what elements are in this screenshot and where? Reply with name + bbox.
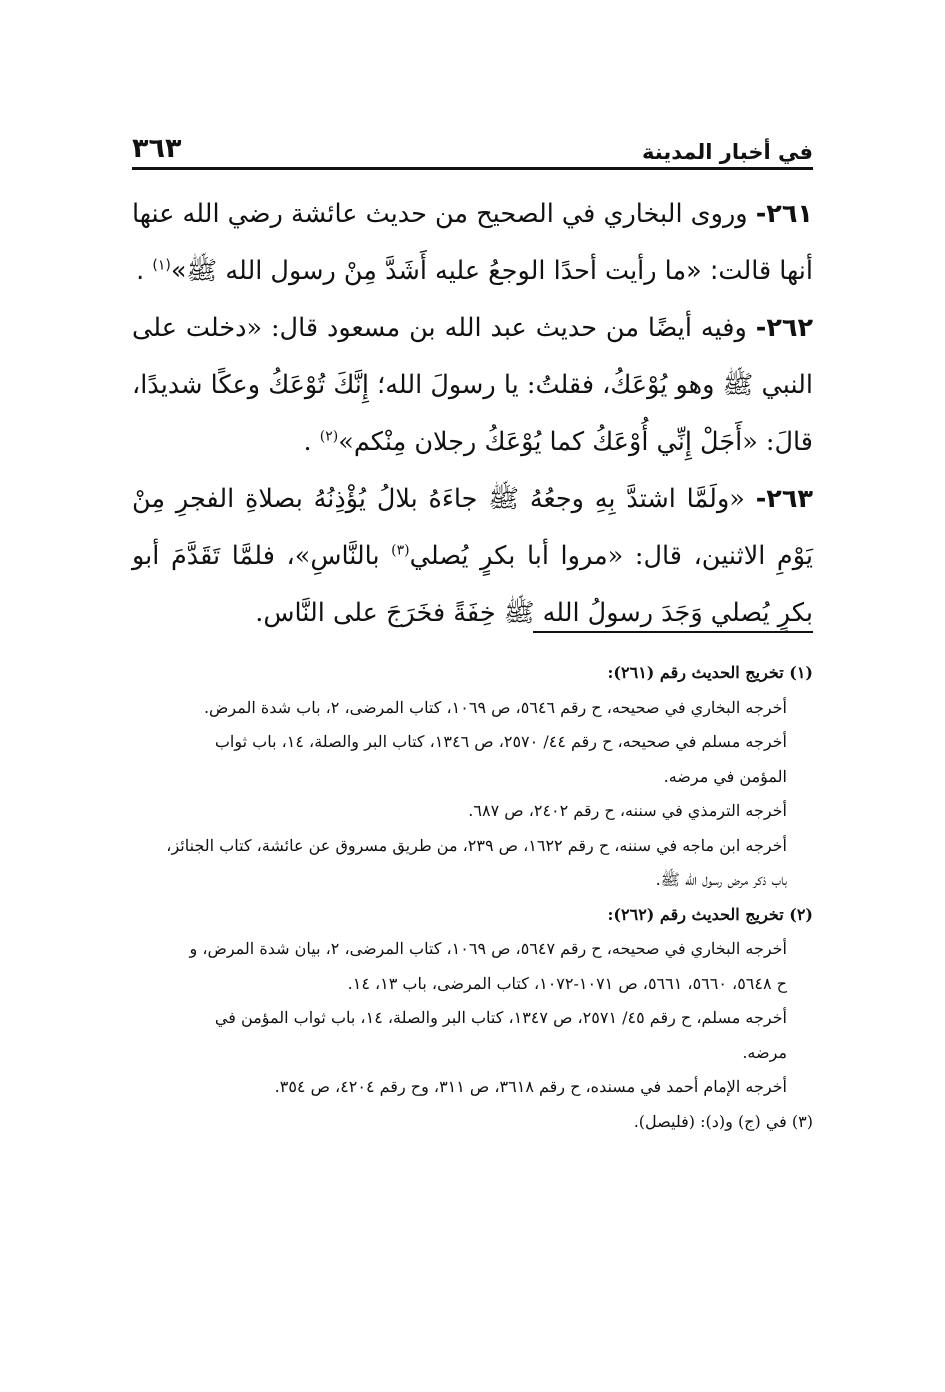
hadith-text: وروى البخاري في الصحيح من حديث عائشة رضي الله عنها أنها قالت: «ما رأيت أحدًا الوجعُ عليه أَشَدَّ مِنْ رسول الله ﷺ» (132, 199, 813, 286)
hadith-text: وفيه أيضًا من حديث عبد الله بن مسعود قال: «دخلت على النبي ﷺ وهو يُوْعَكُ، فقلتُ: يا رسولَ الله؛ إِنَّكَ تُوْعَكُ وعكًا شديدًا، قالَ: «أَجَلْ إِنِّي أُوْعَكُ كما يُوْعَكُ رجلان مِنْكم» (132, 313, 813, 457)
hadith-text: «ولَمَّا اشتدَّ بِهِ وجعُهُ ﷺ جاءَهُ بلالُ يُؤْذِنُهُ بصلاةِ الفجرِ مِنْ يَوْمِ الاثنين، قال: «مروا أبا بكرٍ يُصلي (132, 484, 813, 571)
header-rule (132, 167, 813, 170)
footnote-line: المؤمن في مرضه. (663, 766, 787, 786)
footnote-line: باب ذكر مرض رسول الله ﷺ. (655, 870, 787, 889)
footnote-line: مرضه. (742, 1042, 787, 1062)
hadith-text-continued: بالنَّاسِ»، فلمَّا تَقَدَّمَ أبو بكرٍ يُصلي وَجَدَ رسولُ الله ﷺ خِفَةً فخَرَجَ على النَّاس. (132, 541, 813, 628)
footnote-line: أخرجه الترمذي في سننه، ح رقم ٢٤٠٢، ص ٦٨٧. (468, 801, 787, 820)
footnote-line: أخرجه البخاري في صحيحه، ح رقم ٥٦٤٦، ص ١٠٦٩، كتاب المرضى، ٢، باب شدة المرض. (203, 697, 787, 717)
footnote-separator (533, 631, 813, 633)
hadith-number: ٢٦٢- (755, 313, 814, 343)
hadith-number: ٢٦١- (755, 199, 813, 229)
main-text (132, 186, 813, 642)
footnote-3: (٣) في (ج) و(د): (فليصل). (633, 1111, 813, 1131)
page-number: ٣٦٣ (132, 133, 182, 164)
footnote-line: أخرجه الإمام أحمد في مسنده، ح رقم ٣٦١٨، ص ٣١١، وح رقم ٤٢٠٤، ص ٣٥٤. (274, 1077, 787, 1096)
footnote-2-heading: (٢) تخريج الحديث رقم (٢٦٢): (607, 904, 813, 924)
sentence-end: . (303, 427, 312, 457)
footnote-line: أخرجه مسلم، ح رقم ٤٥/ ٢٥٧١، ص ١٣٤٧، كتاب البر والصلة، ١٤، باب ثواب المؤمن في (214, 1008, 787, 1027)
hadith-261 (132, 186, 813, 300)
footnote-line: أخرجه البخاري في صحيحه، ح رقم ٥٦٤٧، ص ١٠٦٩، كتاب المرضى، ٢، بيان شدة المرض، و (189, 939, 787, 958)
hadith-262 (132, 300, 813, 471)
footnote-1-heading: (١) تخريج الحديث رقم (٢٦١): (607, 663, 813, 682)
sentence-end: . (136, 256, 145, 286)
footnote-ref: (١) (152, 257, 171, 274)
footnote-line: أخرجه ابن ماجه في سننه، ح رقم ١٦٢٢، ص ٢٣٩، من طريق مسروق عن عائشة، كتاب الجنائز، (166, 835, 787, 855)
footnote-ref: (٢) (319, 428, 339, 445)
footnote-ref: (٣) (391, 542, 410, 559)
footnote-line: ح ٥٦٤٨، ٥٦٦٠، ٥٦٦١، ص ١٠٧١-١٠٧٢، كتاب المرضى، باب ١٣، ١٤. (347, 973, 787, 993)
running-title: في أخبار المدينة (642, 140, 813, 164)
footnote-line: أخرجه مسلم في صحيحه، ح رقم ٤٤/ ٢٥٧٠، ص ١٣٤٦، كتاب البر والصلة، ١٤، باب ثواب (214, 732, 787, 751)
footnotes (132, 656, 813, 1139)
hadith-number: ٢٦٣- (755, 484, 813, 514)
hadith-263 (132, 471, 813, 642)
page-header (132, 120, 813, 164)
